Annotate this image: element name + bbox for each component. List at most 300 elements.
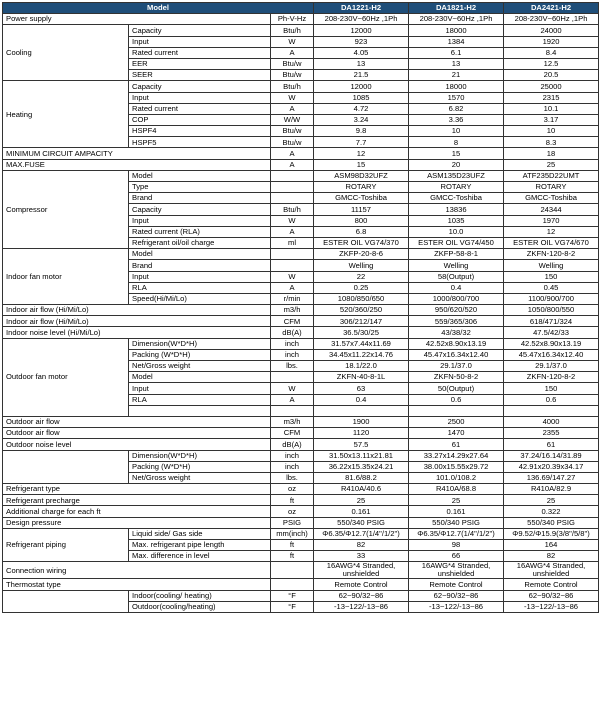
value-cell: 62~90/32~86 <box>314 590 409 601</box>
value-cell: 36.5/30/25 <box>314 327 409 338</box>
unit-cell: inch <box>271 338 314 349</box>
spec-row <box>3 579 599 590</box>
unit-cell: Btu/w <box>271 137 314 148</box>
row-label: Additional charge for each ft <box>3 506 271 517</box>
value-cell: 12000 <box>314 25 409 36</box>
parameter-label: Max. difference in level <box>129 551 271 562</box>
parameter-label: Speed(Hi/Mi/Lo) <box>129 293 271 304</box>
value-cell: 150 <box>504 271 599 282</box>
value-cell: 47.5/42/33 <box>504 327 599 338</box>
unit-cell: Btu/w <box>271 126 314 137</box>
unit-cell: W <box>271 215 314 226</box>
parameter-label: Model <box>129 249 271 260</box>
spec-row <box>3 327 599 338</box>
value-cell: 33 <box>314 551 409 562</box>
unit-cell: A <box>271 47 314 58</box>
value-cell: 7.7 <box>314 137 409 148</box>
group-label <box>3 450 129 484</box>
value-cell: 36.22x15.35x24.21 <box>314 461 409 472</box>
value-cell: 31.57x7.44x11.69 <box>314 338 409 349</box>
value-cell: 42.52x8.90x13.19 <box>504 338 599 349</box>
unit-cell: A <box>271 103 314 114</box>
value-cell: 43/38/32 <box>409 327 504 338</box>
unit-cell: m3/h <box>271 416 314 427</box>
unit-cell: ft <box>271 495 314 506</box>
parameter-label: RLA <box>129 394 271 405</box>
parameter-label: Rated current <box>129 47 271 58</box>
value-cell: 0.161 <box>314 506 409 517</box>
unit-cell: m3/h <box>271 305 314 316</box>
value-cell: 923 <box>314 36 409 47</box>
value-cell: ESTER OIL VG74/670 <box>504 237 599 248</box>
header-row <box>3 3 599 14</box>
value-cell: 61 <box>504 439 599 450</box>
row-label: Outdoor air flow <box>3 428 271 439</box>
unit-cell <box>271 579 314 590</box>
value-cell: 8.3 <box>504 137 599 148</box>
value-cell: ROTARY <box>504 182 599 193</box>
value-cell: 82 <box>504 551 599 562</box>
unit-cell: inch <box>271 349 314 360</box>
value-cell: 1384 <box>409 36 504 47</box>
value-cell: 25 <box>504 159 599 170</box>
row-label: Refrigerant type <box>3 484 271 495</box>
value-cell: 520/360/250 <box>314 305 409 316</box>
value-cell: GMCC-Toshiba <box>504 193 599 204</box>
value-cell: Remote Control <box>314 579 409 590</box>
unit-cell: ft <box>271 551 314 562</box>
value-cell: ZKFP-20-8-6 <box>314 249 409 260</box>
value-cell: 1100/900/700 <box>504 293 599 304</box>
row-label: MAX.FUSE <box>3 159 271 170</box>
value-cell: 10 <box>504 126 599 137</box>
row-label: Power supply <box>3 14 271 25</box>
value-cell: 45.47x16.34x12.40 <box>409 349 504 360</box>
unit-cell: ft <box>271 540 314 551</box>
spec-row <box>3 517 599 528</box>
value-cell: ZKFN-40-8-1L <box>314 372 409 383</box>
value-cell: 164 <box>504 540 599 551</box>
spec-row <box>3 439 599 450</box>
group-label: Indoor fan motor <box>3 249 129 305</box>
value-cell: 0.45 <box>504 282 599 293</box>
group-label: Outdoor fan motor <box>3 338 129 416</box>
value-cell: 62~90/32~86 <box>504 590 599 601</box>
unit-cell: A <box>271 394 314 405</box>
value-cell: 15 <box>314 159 409 170</box>
value-cell: 1570 <box>409 92 504 103</box>
value-cell: 101.0/108.2 <box>409 472 504 483</box>
value-cell: ZKFP-58-8-1 <box>409 249 504 260</box>
parameter-label: Model <box>129 372 271 383</box>
unit-cell: mm(inch) <box>271 528 314 539</box>
value-cell: 82 <box>314 540 409 551</box>
value-cell: 16AWG*4 Stranded, unshielded <box>314 562 409 579</box>
parameter-label: Net/Gross weight <box>129 472 271 483</box>
unit-cell: ml <box>271 237 314 248</box>
unit-cell <box>271 562 314 579</box>
parameter-label: HSPF5 <box>129 137 271 148</box>
value-cell: 550/340 PSIG <box>409 517 504 528</box>
model-header: Model <box>3 3 314 14</box>
value-cell: 58(Output) <box>409 271 504 282</box>
model-name: DA2421-H2 <box>504 3 599 14</box>
unit-cell <box>271 170 314 181</box>
value-cell: 98 <box>409 540 504 551</box>
value-cell: 62~90/32~86 <box>409 590 504 601</box>
value-cell: 22 <box>314 271 409 282</box>
unit-cell <box>271 260 314 271</box>
spec-row <box>3 450 599 461</box>
parameter-label: Capacity <box>129 204 271 215</box>
row-label: MINIMUM CIRCUIT AMPACITY <box>3 148 271 159</box>
parameter-label: Input <box>129 383 271 394</box>
parameter-label: EER <box>129 58 271 69</box>
unit-cell: Btu/h <box>271 204 314 215</box>
specification-table <box>2 2 599 613</box>
value-cell: 1470 <box>409 428 504 439</box>
value-cell: 13 <box>314 58 409 69</box>
parameter-label: Net/Gross weight <box>129 361 271 372</box>
value-cell: 25 <box>314 495 409 506</box>
value-cell: ZKFN-120-8-2 <box>504 372 599 383</box>
value-cell: 1920 <box>504 36 599 47</box>
model-name: DA1821-H2 <box>409 3 504 14</box>
value-cell: 63 <box>314 383 409 394</box>
value-cell: R410A/40.6 <box>314 484 409 495</box>
parameter-label: Input <box>129 92 271 103</box>
unit-cell: W <box>271 383 314 394</box>
value-cell: 550/340 PSIG <box>504 517 599 528</box>
value-cell: 2500 <box>409 416 504 427</box>
unit-cell: °F <box>271 601 314 612</box>
unit-cell: Ph-V-Hz <box>271 14 314 25</box>
spec-row <box>3 25 599 36</box>
value-cell: 208-230V~60Hz ,1Ph <box>314 14 409 25</box>
parameter-label: Outdoor(cooling/heating) <box>129 601 271 612</box>
spec-row <box>3 170 599 181</box>
value-cell: 11157 <box>314 204 409 215</box>
unit-cell: W <box>271 36 314 47</box>
value-cell: 12000 <box>314 81 409 92</box>
unit-cell: inch <box>271 450 314 461</box>
value-cell: Welling <box>314 260 409 271</box>
value-cell: 0.4 <box>314 394 409 405</box>
value-cell: 20.5 <box>504 70 599 81</box>
value-cell: Φ9.52/Φ15.9(3/8"/5/8") <box>504 528 599 539</box>
value-cell: 24344 <box>504 204 599 215</box>
value-cell: ROTARY <box>314 182 409 193</box>
spec-body <box>3 14 599 613</box>
parameter-label: COP <box>129 114 271 125</box>
value-cell: 16AWG*4 Stranded, unshielded <box>504 562 599 579</box>
value-cell: 16AWG*4 Stranded, unshielded <box>409 562 504 579</box>
row-label: Refrigerant precharge <box>3 495 271 506</box>
unit-cell: lbs. <box>271 472 314 483</box>
value-cell: ASM135D23UFZ <box>409 170 504 181</box>
unit-cell <box>271 372 314 383</box>
value-cell: 12 <box>314 148 409 159</box>
value-cell: R410A/82.9 <box>504 484 599 495</box>
value-cell: 6.82 <box>409 103 504 114</box>
value-cell: 66 <box>409 551 504 562</box>
spec-row <box>3 338 599 349</box>
value-cell: ZKFN-50-8-2 <box>409 372 504 383</box>
value-cell: 208-230V~60Hz ,1Ph <box>409 14 504 25</box>
value-cell: 18000 <box>409 81 504 92</box>
value-cell: -13~122/-13~86 <box>409 601 504 612</box>
parameter-label: RLA <box>129 282 271 293</box>
value-cell: 25 <box>409 495 504 506</box>
value-cell: 800 <box>314 215 409 226</box>
value-cell: 9.8 <box>314 126 409 137</box>
parameter-label: Capacity <box>129 81 271 92</box>
parameter-label <box>129 405 271 416</box>
unit-cell <box>271 249 314 260</box>
row-label: Design pressure <box>3 517 271 528</box>
value-cell: ATF235D22UMT <box>504 170 599 181</box>
parameter-label: Input <box>129 215 271 226</box>
value-cell: 4.72 <box>314 103 409 114</box>
group-label: Heating <box>3 81 129 148</box>
value-cell: 29.1/37.0 <box>504 361 599 372</box>
unit-cell: A <box>271 282 314 293</box>
spec-row <box>3 416 599 427</box>
value-cell: 4000 <box>504 416 599 427</box>
value-cell: 2315 <box>504 92 599 103</box>
value-cell: 4.05 <box>314 47 409 58</box>
parameter-label: Rated current <box>129 103 271 114</box>
value-cell: 1035 <box>409 215 504 226</box>
value-cell: 559/365/306 <box>409 316 504 327</box>
value-cell: Φ6.35/Φ12.7(1/4"/1/2") <box>409 528 504 539</box>
group-label <box>3 590 129 612</box>
spec-row <box>3 562 599 579</box>
value-cell: 0.161 <box>409 506 504 517</box>
value-cell <box>314 405 409 416</box>
value-cell: 950/620/520 <box>409 305 504 316</box>
value-cell: 42.91x20.39x34.17 <box>504 461 599 472</box>
spec-row <box>3 316 599 327</box>
value-cell: 34.45x11.22x14.76 <box>314 349 409 360</box>
value-cell <box>409 405 504 416</box>
parameter-label: Type <box>129 182 271 193</box>
parameter-label: Refrigerant oil/oil charge <box>129 237 271 248</box>
unit-cell: Btu/h <box>271 25 314 36</box>
value-cell: 208-230V~60Hz ,1Ph <box>504 14 599 25</box>
unit-cell: lbs. <box>271 361 314 372</box>
spec-row <box>3 428 599 439</box>
value-cell: 18 <box>504 148 599 159</box>
value-cell: 1085 <box>314 92 409 103</box>
value-cell: 10.1 <box>504 103 599 114</box>
value-cell: 0.4 <box>409 282 504 293</box>
parameter-label: Brand <box>129 193 271 204</box>
spec-row <box>3 81 599 92</box>
value-cell: 10.0 <box>409 226 504 237</box>
value-cell: Welling <box>409 260 504 271</box>
row-label: Outdoor air flow <box>3 416 271 427</box>
parameter-label: Packing (W*D*H) <box>129 461 271 472</box>
value-cell: ZKFN-120-8-2 <box>504 249 599 260</box>
group-label: Refrigerant piping <box>3 528 129 562</box>
value-cell: 25 <box>504 495 599 506</box>
row-label: Indoor air flow (Hi/Mi/Lo) <box>3 305 271 316</box>
unit-cell: W <box>271 92 314 103</box>
group-label: Cooling <box>3 25 129 81</box>
value-cell: GMCC-Toshiba <box>314 193 409 204</box>
unit-cell: A <box>271 159 314 170</box>
unit-cell <box>271 193 314 204</box>
value-cell: 1000/800/700 <box>409 293 504 304</box>
unit-cell <box>271 182 314 193</box>
value-cell: 0.322 <box>504 506 599 517</box>
parameter-label: Dimension(W*D*H) <box>129 338 271 349</box>
value-cell: 12 <box>504 226 599 237</box>
value-cell: 12.5 <box>504 58 599 69</box>
parameter-label: Max. refrigerant pipe length <box>129 540 271 551</box>
unit-cell: PSIG <box>271 517 314 528</box>
value-cell: 21.5 <box>314 70 409 81</box>
unit-cell: A <box>271 226 314 237</box>
value-cell: 1050/800/550 <box>504 305 599 316</box>
parameter-label: Packing (W*D*H) <box>129 349 271 360</box>
value-cell: 8.4 <box>504 47 599 58</box>
value-cell: 1120 <box>314 428 409 439</box>
spec-row <box>3 249 599 260</box>
value-cell: 20 <box>409 159 504 170</box>
unit-cell: r/min <box>271 293 314 304</box>
value-cell: 0.25 <box>314 282 409 293</box>
unit-cell: °F <box>271 590 314 601</box>
value-cell: Welling <box>504 260 599 271</box>
parameter-label: Input <box>129 36 271 47</box>
value-cell: 21 <box>409 70 504 81</box>
row-label: Connection wiring <box>3 562 271 579</box>
value-cell: 61 <box>409 439 504 450</box>
unit-cell: A <box>271 148 314 159</box>
value-cell: 2355 <box>504 428 599 439</box>
unit-cell: inch <box>271 461 314 472</box>
value-cell: 3.24 <box>314 114 409 125</box>
value-cell: 0.6 <box>504 394 599 405</box>
value-cell: 13 <box>409 58 504 69</box>
row-label: Indoor air flow (Hi/Mi/Lo) <box>3 316 271 327</box>
row-label: Indoor noise level (Hi/Mi/Lo) <box>3 327 271 338</box>
value-cell: 1080/850/650 <box>314 293 409 304</box>
value-cell: 13836 <box>409 204 504 215</box>
parameter-label: HSPF4 <box>129 126 271 137</box>
value-cell: ASM98D32UFZ <box>314 170 409 181</box>
value-cell: 150 <box>504 383 599 394</box>
unit-cell: Btu/w <box>271 70 314 81</box>
unit-cell: W/W <box>271 114 314 125</box>
value-cell: 550/340 PSIG <box>314 517 409 528</box>
unit-cell: oz <box>271 484 314 495</box>
value-cell: 15 <box>409 148 504 159</box>
value-cell: 6.8 <box>314 226 409 237</box>
parameter-label: Input <box>129 271 271 282</box>
parameter-label: SEER <box>129 70 271 81</box>
parameter-label: Rated current (RLA) <box>129 226 271 237</box>
unit-cell: dB(A) <box>271 439 314 450</box>
value-cell: Φ6.35/Φ12.7(1/4"/1/2") <box>314 528 409 539</box>
parameter-label: Capacity <box>129 25 271 36</box>
value-cell: 50(Output) <box>409 383 504 394</box>
unit-cell: Btu/h <box>271 81 314 92</box>
value-cell: ESTER OIL VG74/370 <box>314 237 409 248</box>
unit-cell <box>271 405 314 416</box>
value-cell: ESTER OIL VG74/450 <box>409 237 504 248</box>
value-cell: 31.50x13.11x21.81 <box>314 450 409 461</box>
value-cell: 6.1 <box>409 47 504 58</box>
spec-row <box>3 495 599 506</box>
value-cell: -13~122/-13~86 <box>504 601 599 612</box>
unit-cell: W <box>271 271 314 282</box>
value-cell: 18.1/22.0 <box>314 361 409 372</box>
parameter-label: Brand <box>129 260 271 271</box>
unit-cell: CFM <box>271 428 314 439</box>
value-cell: Remote Control <box>409 579 504 590</box>
value-cell: 18000 <box>409 25 504 36</box>
parameter-label: Dimension(W*D*H) <box>129 450 271 461</box>
value-cell: 3.36 <box>409 114 504 125</box>
value-cell: 24000 <box>504 25 599 36</box>
spec-row <box>3 506 599 517</box>
value-cell: 42.52x8.90x13.19 <box>409 338 504 349</box>
row-label: Thermostat type <box>3 579 271 590</box>
unit-cell: dB(A) <box>271 327 314 338</box>
parameter-label: Model <box>129 170 271 181</box>
value-cell: 57.5 <box>314 439 409 450</box>
value-cell <box>504 405 599 416</box>
spec-row <box>3 14 599 25</box>
value-cell: 81.6/88.2 <box>314 472 409 483</box>
row-label: Outdoor noise level <box>3 439 271 450</box>
model-name: DA1221-H2 <box>314 3 409 14</box>
spec-row <box>3 159 599 170</box>
spec-row <box>3 484 599 495</box>
value-cell: 37.24/16.14/31.89 <box>504 450 599 461</box>
value-cell: 3.17 <box>504 114 599 125</box>
value-cell: 10 <box>409 126 504 137</box>
value-cell: 29.1/37.0 <box>409 361 504 372</box>
value-cell: 8 <box>409 137 504 148</box>
parameter-label: Liquid side/ Gas side <box>129 528 271 539</box>
value-cell: 618/471/324 <box>504 316 599 327</box>
value-cell: -13~122/-13~86 <box>314 601 409 612</box>
value-cell: 136.69/147.27 <box>504 472 599 483</box>
value-cell: 25000 <box>504 81 599 92</box>
value-cell: 38.00x15.55x29.72 <box>409 461 504 472</box>
value-cell: GMCC-Toshiba <box>409 193 504 204</box>
spec-row <box>3 148 599 159</box>
spec-row <box>3 528 599 539</box>
unit-cell: CFM <box>271 316 314 327</box>
value-cell: Remote Control <box>504 579 599 590</box>
spec-row <box>3 305 599 316</box>
parameter-label: Indoor(cooling/ heating) <box>129 590 271 601</box>
value-cell: 1970 <box>504 215 599 226</box>
unit-cell: oz <box>271 506 314 517</box>
value-cell: 33.27x14.29x27.64 <box>409 450 504 461</box>
group-label: Compressor <box>3 170 129 248</box>
value-cell: ROTARY <box>409 182 504 193</box>
value-cell: 306/212/147 <box>314 316 409 327</box>
value-cell: 1900 <box>314 416 409 427</box>
value-cell: 45.47x16.34x12.40 <box>504 349 599 360</box>
value-cell: R410A/68.8 <box>409 484 504 495</box>
